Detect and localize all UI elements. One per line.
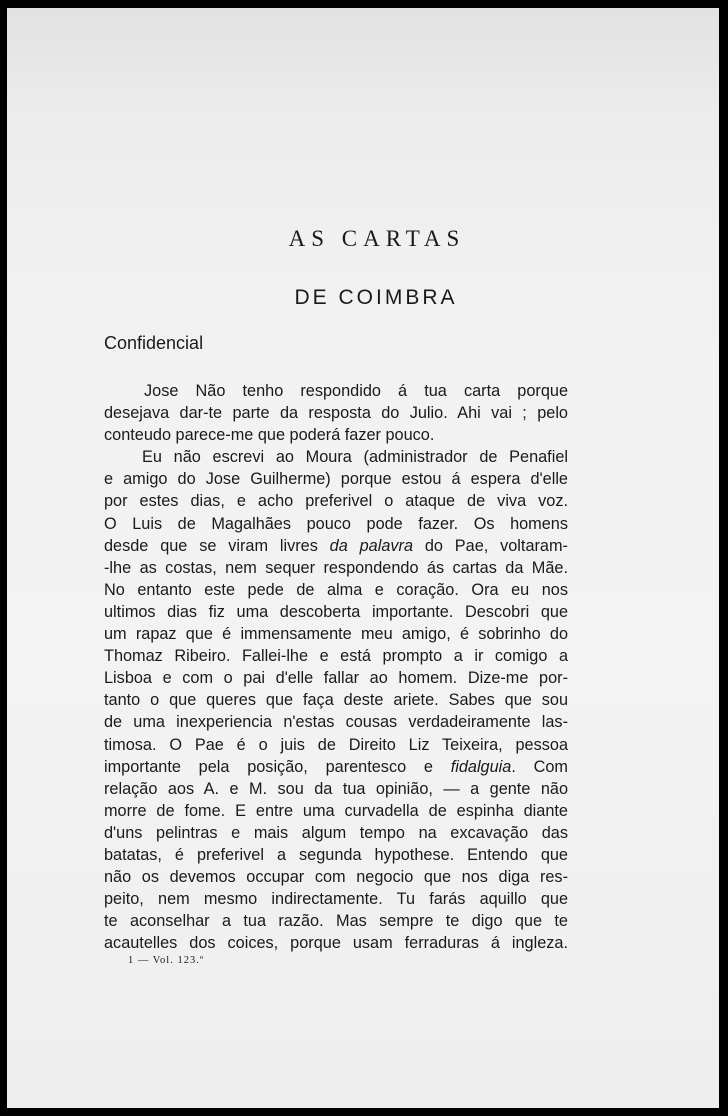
body-line: timosa. O Pae é o juis de Direito Liz Teixeira, pessoa xyxy=(104,735,568,754)
letter-heading: Confidencial xyxy=(104,333,204,353)
body-line: tanto o que queres que faça deste ariete. Sabes que sou xyxy=(104,691,568,710)
body-line: relação aos A. e M. sou da tua opinião, — a gente não xyxy=(104,779,568,798)
italic-phrase: fidalguia xyxy=(450,757,512,776)
body-line: Lisboa e com o pai d'elle fallar ao homem. Dize-me por- xyxy=(104,669,568,688)
body-line: Thomaz Ribeiro. Fallei-lhe e está prompto a ir comigo a xyxy=(104,647,568,666)
letter-body xyxy=(104,380,568,954)
body-line: conteudo parece-me que poderá fazer pouco. xyxy=(104,426,435,445)
book-page xyxy=(7,8,719,1108)
body-line: peito, nem mesmo indirectamente. Tu farás aquillo que xyxy=(104,890,568,909)
body-line: Jose Não tenho respondido á tua carta porque xyxy=(144,382,568,400)
page-subtitle: DE COIMBRA xyxy=(294,286,458,309)
body-line: acautelles dos coices, porque usam ferraduras á ingleza. xyxy=(104,934,568,953)
body-line: No entanto este pede de alma e coração. Ora eu nos xyxy=(104,580,568,599)
text-segment: . Com xyxy=(511,757,568,776)
body-line: morre de fome. E entre uma curvadella de espinha diante xyxy=(104,801,568,820)
body-line: te aconselhar a tua razão. Mas sempre te digo que te xyxy=(104,912,568,931)
body-line: -lhe as costas, nem sequer respondendo ás cartas da Mãe. xyxy=(104,558,568,577)
body-line: um rapaz que é immensamente meu amigo, é sobrinho do xyxy=(104,625,568,644)
body-line: por estes dias, e acho preferivel o ataque de viva voz. xyxy=(104,492,568,511)
text-segment: do Pae, voltaram- xyxy=(413,536,568,555)
page-title: AS CARTAS xyxy=(288,226,466,251)
text-segment: desde que se viram livres xyxy=(104,536,330,555)
body-line: não os devemos occupar com negocio que nos diga res- xyxy=(104,868,568,887)
body-line-with-italic xyxy=(104,756,568,778)
body-line: batatas, é preferivel a segunda hypothese. Entendo que xyxy=(104,845,568,864)
body-line: de uma inexperiencia n'estas cousas verdadeiramente las- xyxy=(104,713,568,732)
body-line: e amigo do Jose Guilherme) porque estou á espera d'elle xyxy=(104,470,568,489)
body-line-with-italic xyxy=(104,535,568,557)
body-line: desejava dar-te parte da resposta do Julio. Ahi vai ; pelo xyxy=(104,404,568,423)
italic-phrase: da palavra xyxy=(329,536,414,555)
body-line: ultimos dias fiz uma descoberta importante. Descobri que xyxy=(104,602,568,621)
body-line: Eu não escrevi ao Moura (administrador de Penafiel xyxy=(142,448,568,467)
text-segment: importante pela posição, parentesco e xyxy=(104,757,451,776)
body-line: d'uns pelintras e mais algum tempo na excavação das xyxy=(104,823,568,842)
signature-mark: 1 — Vol. 123.º xyxy=(128,955,205,966)
body-line: O Luis de Magalhães pouco pode fazer. Os homens xyxy=(104,514,568,533)
